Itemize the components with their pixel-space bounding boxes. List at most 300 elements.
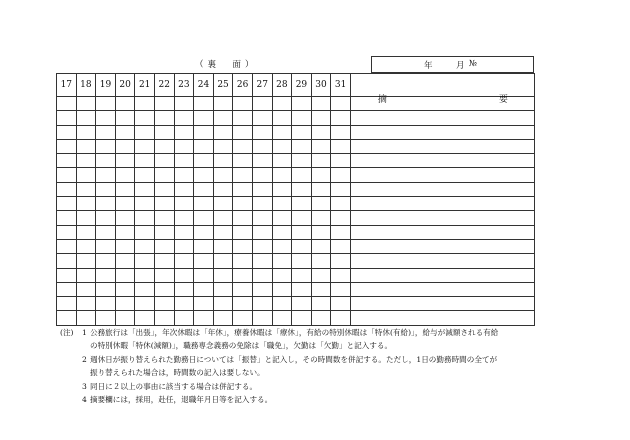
day-cell[interactable]	[272, 211, 292, 225]
day-cell[interactable]	[154, 311, 174, 325]
day-cell[interactable]	[174, 197, 194, 211]
day-cell[interactable]	[233, 282, 253, 296]
day-cell[interactable]	[311, 111, 331, 125]
day-cell[interactable]	[194, 254, 214, 268]
day-header: 23	[174, 74, 194, 97]
day-cell[interactable]	[292, 97, 312, 111]
note-text: 公務旅行は「出張」，年次休暇は「年休」，療養休暇は「療休」，有給の特別休暇は「特休(有給)」，給与が減額される有給	[90, 328, 499, 337]
note-text: 週休日が振り替えられた勤務日については「振替」と記入し，その時間数を併記する。ただし，1日の勤務時間の全てが	[90, 354, 498, 364]
day-cell[interactable]	[292, 268, 312, 282]
day-cell[interactable]	[154, 282, 174, 296]
day-cell[interactable]	[272, 239, 292, 253]
day-cell[interactable]	[154, 139, 174, 153]
remarks-cell[interactable]	[350, 268, 534, 282]
day-cell[interactable]	[331, 311, 351, 325]
day-cell[interactable]	[76, 139, 96, 153]
day-cell[interactable]	[272, 168, 292, 182]
day-cell[interactable]	[233, 168, 253, 182]
year-label: 年	[424, 61, 433, 71]
day-cell[interactable]	[213, 225, 233, 239]
day-cell[interactable]	[311, 97, 331, 111]
day-header: 31	[331, 74, 351, 97]
day-cell[interactable]	[252, 139, 272, 153]
day-cell[interactable]	[272, 297, 292, 311]
day-cell[interactable]	[154, 254, 174, 268]
day-cell[interactable]	[194, 211, 214, 225]
day-cell[interactable]	[252, 311, 272, 325]
day-cell[interactable]	[213, 311, 233, 325]
day-cell[interactable]	[272, 197, 292, 211]
day-cell[interactable]	[194, 282, 214, 296]
day-cell[interactable]	[135, 268, 155, 282]
day-cell[interactable]	[331, 182, 351, 196]
day-cell[interactable]	[213, 154, 233, 168]
day-cell[interactable]	[194, 182, 214, 196]
day-cell[interactable]	[272, 111, 292, 125]
day-cell[interactable]	[174, 211, 194, 225]
day-cell[interactable]	[174, 297, 194, 311]
day-cell[interactable]	[135, 168, 155, 182]
day-cell[interactable]	[194, 311, 214, 325]
day-cell[interactable]	[252, 111, 272, 125]
day-cell[interactable]	[76, 154, 96, 168]
day-cell[interactable]	[233, 125, 253, 139]
day-cell[interactable]	[96, 282, 116, 296]
day-cell[interactable]	[174, 254, 194, 268]
day-cell[interactable]	[292, 211, 312, 225]
remarks-cell[interactable]	[350, 211, 534, 225]
day-cell[interactable]	[96, 97, 116, 111]
day-cell[interactable]	[272, 282, 292, 296]
day-cell[interactable]	[76, 111, 96, 125]
day-cell[interactable]	[135, 182, 155, 196]
day-cell[interactable]	[115, 125, 135, 139]
day-cell[interactable]	[213, 211, 233, 225]
remarks-cell[interactable]	[350, 154, 534, 168]
day-cell[interactable]	[154, 297, 174, 311]
day-cell[interactable]	[76, 254, 96, 268]
remarks-cell[interactable]	[350, 282, 534, 296]
day-cell[interactable]	[292, 182, 312, 196]
day-cell[interactable]	[174, 268, 194, 282]
day-cell[interactable]	[292, 311, 312, 325]
day-cell[interactable]	[233, 97, 253, 111]
remarks-cell[interactable]	[350, 139, 534, 153]
day-cell[interactable]	[96, 239, 116, 253]
day-cell[interactable]	[213, 282, 233, 296]
day-cell[interactable]	[194, 111, 214, 125]
day-cell[interactable]	[194, 239, 214, 253]
day-cell[interactable]	[115, 268, 135, 282]
day-cell[interactable]	[115, 154, 135, 168]
day-cell[interactable]	[135, 111, 155, 125]
day-cell[interactable]	[292, 225, 312, 239]
day-cell[interactable]	[331, 139, 351, 153]
number-label: №	[469, 59, 478, 69]
remarks-label-1: 摘	[377, 95, 387, 105]
day-cell[interactable]	[154, 97, 174, 111]
remarks-cell[interactable]	[350, 311, 534, 325]
note-item	[60, 393, 550, 406]
day-cell[interactable]	[115, 282, 135, 296]
day-cell[interactable]	[57, 225, 77, 239]
grid-row	[57, 254, 535, 268]
day-cell[interactable]	[311, 197, 331, 211]
day-cell[interactable]	[213, 239, 233, 253]
day-cell[interactable]	[135, 197, 155, 211]
day-cell[interactable]	[233, 197, 253, 211]
day-cell[interactable]	[213, 125, 233, 139]
day-header: 20	[115, 74, 135, 97]
day-cell[interactable]	[233, 182, 253, 196]
day-cell[interactable]	[331, 268, 351, 282]
day-cell[interactable]	[135, 239, 155, 253]
day-cell[interactable]	[252, 297, 272, 311]
day-cell[interactable]	[76, 282, 96, 296]
day-cell[interactable]	[174, 182, 194, 196]
grid-row	[57, 182, 535, 196]
day-cell[interactable]	[135, 154, 155, 168]
day-cell[interactable]	[252, 182, 272, 196]
day-cell[interactable]	[213, 268, 233, 282]
day-cell[interactable]	[135, 311, 155, 325]
day-cell[interactable]	[292, 239, 312, 253]
day-cell[interactable]	[174, 282, 194, 296]
day-header: 21	[135, 74, 155, 97]
day-cell[interactable]	[194, 225, 214, 239]
day-cell[interactable]	[154, 154, 174, 168]
day-cell[interactable]	[76, 297, 96, 311]
day-cell[interactable]	[57, 111, 77, 125]
remarks-cell[interactable]	[350, 182, 534, 196]
day-cell[interactable]	[292, 154, 312, 168]
day-cell[interactable]	[174, 154, 194, 168]
day-cell[interactable]	[96, 254, 116, 268]
day-cell[interactable]	[57, 139, 77, 153]
day-cell[interactable]	[194, 297, 214, 311]
day-cell[interactable]	[233, 297, 253, 311]
remarks-cell[interactable]	[350, 239, 534, 253]
day-cell[interactable]	[174, 239, 194, 253]
day-cell[interactable]	[76, 125, 96, 139]
day-cell[interactable]	[96, 197, 116, 211]
day-cell[interactable]	[174, 168, 194, 182]
month-label: 月	[456, 61, 465, 71]
day-cell[interactable]	[174, 125, 194, 139]
remarks-header	[350, 74, 534, 105]
day-cell[interactable]	[331, 111, 351, 125]
day-cell[interactable]	[115, 97, 135, 111]
note-item	[60, 380, 550, 393]
day-cell[interactable]	[213, 254, 233, 268]
grid-row	[57, 125, 535, 139]
day-cell[interactable]	[311, 254, 331, 268]
grid-row	[57, 211, 535, 225]
remarks-cell[interactable]	[350, 197, 534, 211]
day-cell[interactable]	[272, 254, 292, 268]
day-cell[interactable]	[57, 297, 77, 311]
day-cell[interactable]	[57, 154, 77, 168]
day-cell[interactable]	[292, 282, 312, 296]
day-cell[interactable]	[194, 268, 214, 282]
day-cell[interactable]	[272, 225, 292, 239]
grid-row	[57, 297, 535, 311]
day-cell[interactable]	[96, 311, 116, 325]
day-cell[interactable]	[115, 225, 135, 239]
remarks-cell[interactable]	[350, 254, 534, 268]
day-cell[interactable]	[154, 268, 174, 282]
day-cell[interactable]	[331, 225, 351, 239]
day-cell[interactable]	[252, 239, 272, 253]
day-cell[interactable]	[252, 254, 272, 268]
day-cell[interactable]	[135, 297, 155, 311]
day-cell[interactable]	[57, 268, 77, 282]
day-cell[interactable]	[292, 139, 312, 153]
day-cell[interactable]	[233, 154, 253, 168]
day-cell[interactable]	[331, 282, 351, 296]
day-cell[interactable]	[135, 139, 155, 153]
day-cell[interactable]	[57, 239, 77, 253]
day-cell[interactable]	[57, 311, 77, 325]
day-cell[interactable]	[331, 125, 351, 139]
day-cell[interactable]	[154, 239, 174, 253]
day-cell[interactable]	[115, 297, 135, 311]
day-cell[interactable]	[331, 239, 351, 253]
day-cell[interactable]	[213, 97, 233, 111]
day-cell[interactable]	[292, 297, 312, 311]
day-cell[interactable]	[115, 197, 135, 211]
day-cell[interactable]	[311, 139, 331, 153]
remarks-cell[interactable]	[350, 125, 534, 139]
day-cell[interactable]	[252, 268, 272, 282]
day-cell[interactable]	[135, 97, 155, 111]
grid-row	[57, 282, 535, 296]
day-cell[interactable]	[252, 97, 272, 111]
note-number: 3	[82, 381, 87, 391]
day-cell[interactable]	[57, 282, 77, 296]
day-cell[interactable]	[154, 225, 174, 239]
day-cell[interactable]	[213, 139, 233, 153]
day-cell[interactable]	[272, 97, 292, 111]
day-cell[interactable]	[252, 197, 272, 211]
day-cell[interactable]	[252, 168, 272, 182]
day-cell[interactable]	[115, 182, 135, 196]
day-cell[interactable]	[311, 282, 331, 296]
day-cell[interactable]	[135, 211, 155, 225]
day-cell[interactable]	[233, 139, 253, 153]
day-cell[interactable]	[311, 125, 331, 139]
day-cell[interactable]	[57, 97, 77, 111]
day-header: 22	[154, 74, 174, 97]
day-cell[interactable]	[292, 254, 312, 268]
day-cell[interactable]	[76, 239, 96, 253]
day-cell[interactable]	[292, 197, 312, 211]
day-cell[interactable]	[194, 168, 214, 182]
day-header: 27	[252, 74, 272, 97]
day-cell[interactable]	[233, 311, 253, 325]
day-header: 26	[233, 74, 253, 97]
day-cell[interactable]	[174, 139, 194, 153]
day-cell[interactable]	[154, 125, 174, 139]
remarks-cell[interactable]	[350, 225, 534, 239]
day-cell[interactable]	[252, 225, 272, 239]
day-cell[interactable]	[272, 311, 292, 325]
day-cell[interactable]	[174, 111, 194, 125]
day-cell[interactable]	[57, 182, 77, 196]
day-cell[interactable]	[194, 197, 214, 211]
day-cell[interactable]	[174, 97, 194, 111]
day-cell[interactable]	[311, 297, 331, 311]
day-cell[interactable]	[194, 97, 214, 111]
day-header: 24	[194, 74, 214, 97]
day-cell[interactable]	[96, 125, 116, 139]
grid-row	[57, 311, 535, 325]
day-cell[interactable]	[311, 225, 331, 239]
day-cell[interactable]	[76, 97, 96, 111]
remarks-label-2: 要	[498, 95, 508, 105]
day-cell[interactable]	[76, 211, 96, 225]
day-cell[interactable]	[135, 254, 155, 268]
day-cell[interactable]	[135, 125, 155, 139]
day-cell[interactable]	[213, 182, 233, 196]
day-cell[interactable]	[292, 111, 312, 125]
day-cell[interactable]	[252, 282, 272, 296]
day-cell[interactable]	[154, 168, 174, 182]
day-cell[interactable]	[252, 125, 272, 139]
day-cell[interactable]	[233, 268, 253, 282]
grid-row	[57, 97, 535, 111]
day-cell[interactable]	[76, 182, 96, 196]
grid-row	[57, 168, 535, 182]
note-continuation	[60, 339, 550, 352]
grid-row	[57, 239, 535, 253]
day-cell[interactable]	[194, 139, 214, 153]
day-cell[interactable]	[57, 197, 77, 211]
day-cell[interactable]	[135, 225, 155, 239]
note-text: 同日に２以上の事由に該当する場合は併記する。	[90, 381, 258, 391]
day-cell[interactable]	[115, 111, 135, 125]
day-cell[interactable]	[213, 111, 233, 125]
grid-row	[57, 197, 535, 211]
day-cell[interactable]	[96, 168, 116, 182]
day-cell[interactable]	[96, 139, 116, 153]
day-header: 17	[57, 74, 77, 97]
note-number: 4	[82, 395, 87, 405]
day-cell[interactable]	[233, 239, 253, 253]
day-cell[interactable]	[213, 168, 233, 182]
day-cell[interactable]	[115, 168, 135, 182]
day-cell[interactable]	[311, 182, 331, 196]
day-cell[interactable]	[272, 139, 292, 153]
day-cell[interactable]	[311, 211, 331, 225]
day-cell[interactable]	[57, 254, 77, 268]
note-text: の特別休暇「特休(減額)」，職務専念義務の免除は「職免」，欠勤は「欠勤」と記入する。	[90, 341, 393, 351]
day-cell[interactable]	[272, 125, 292, 139]
day-cell[interactable]	[76, 268, 96, 282]
day-cell[interactable]	[76, 311, 96, 325]
grid-row	[57, 225, 535, 239]
day-cell[interactable]	[311, 311, 331, 325]
day-cell[interactable]	[96, 297, 116, 311]
day-cell[interactable]	[174, 225, 194, 239]
day-header: 28	[272, 74, 292, 97]
day-cell[interactable]	[96, 154, 116, 168]
day-cell[interactable]	[252, 154, 272, 168]
note-item	[60, 326, 550, 339]
day-cell[interactable]	[272, 154, 292, 168]
day-cell[interactable]	[96, 182, 116, 196]
day-cell[interactable]	[292, 125, 312, 139]
day-cell[interactable]	[76, 168, 96, 182]
note-item	[60, 353, 550, 366]
day-cell[interactable]	[194, 154, 214, 168]
note-number: 2	[82, 354, 87, 364]
day-cell[interactable]	[57, 211, 77, 225]
remarks-cell[interactable]	[350, 111, 534, 125]
page-side-title: （裏 面）	[195, 60, 258, 70]
day-cell[interactable]	[233, 254, 253, 268]
day-cell[interactable]	[96, 111, 116, 125]
day-cell[interactable]	[96, 268, 116, 282]
day-cell[interactable]	[272, 268, 292, 282]
day-cell[interactable]	[115, 139, 135, 153]
day-cell[interactable]	[252, 211, 272, 225]
day-cell[interactable]	[115, 211, 135, 225]
day-cell[interactable]	[115, 311, 135, 325]
day-cell[interactable]	[233, 211, 253, 225]
day-cell[interactable]	[96, 211, 116, 225]
day-cell[interactable]	[331, 154, 351, 168]
day-cell[interactable]	[311, 239, 331, 253]
day-cell[interactable]	[331, 254, 351, 268]
remarks-cell[interactable]	[350, 297, 534, 311]
grid-body	[57, 97, 535, 326]
day-cell[interactable]	[213, 197, 233, 211]
day-header-row	[57, 74, 535, 97]
day-cell[interactable]	[57, 125, 77, 139]
day-cell[interactable]	[331, 211, 351, 225]
day-cell[interactable]	[331, 97, 351, 111]
day-cell[interactable]	[233, 111, 253, 125]
day-cell[interactable]	[292, 168, 312, 182]
day-cell[interactable]	[154, 111, 174, 125]
day-cell[interactable]	[115, 254, 135, 268]
day-cell[interactable]	[154, 182, 174, 196]
day-cell[interactable]	[154, 197, 174, 211]
note-continuation	[60, 366, 550, 379]
day-cell[interactable]	[331, 297, 351, 311]
day-cell[interactable]	[135, 282, 155, 296]
day-cell[interactable]	[194, 125, 214, 139]
notes-prefix: (注)	[60, 328, 74, 337]
day-cell[interactable]	[311, 168, 331, 182]
day-cell[interactable]	[311, 268, 331, 282]
day-cell[interactable]	[272, 182, 292, 196]
day-cell[interactable]	[311, 154, 331, 168]
remarks-cell[interactable]	[350, 168, 534, 182]
day-cell[interactable]	[233, 225, 253, 239]
day-cell[interactable]	[154, 211, 174, 225]
day-cell[interactable]	[115, 239, 135, 253]
day-cell[interactable]	[331, 168, 351, 182]
day-cell[interactable]	[174, 311, 194, 325]
day-cell[interactable]	[331, 197, 351, 211]
day-cell[interactable]	[57, 168, 77, 182]
day-cell[interactable]	[76, 197, 96, 211]
day-cell[interactable]	[76, 225, 96, 239]
day-cell[interactable]	[213, 297, 233, 311]
day-cell[interactable]	[96, 225, 116, 239]
